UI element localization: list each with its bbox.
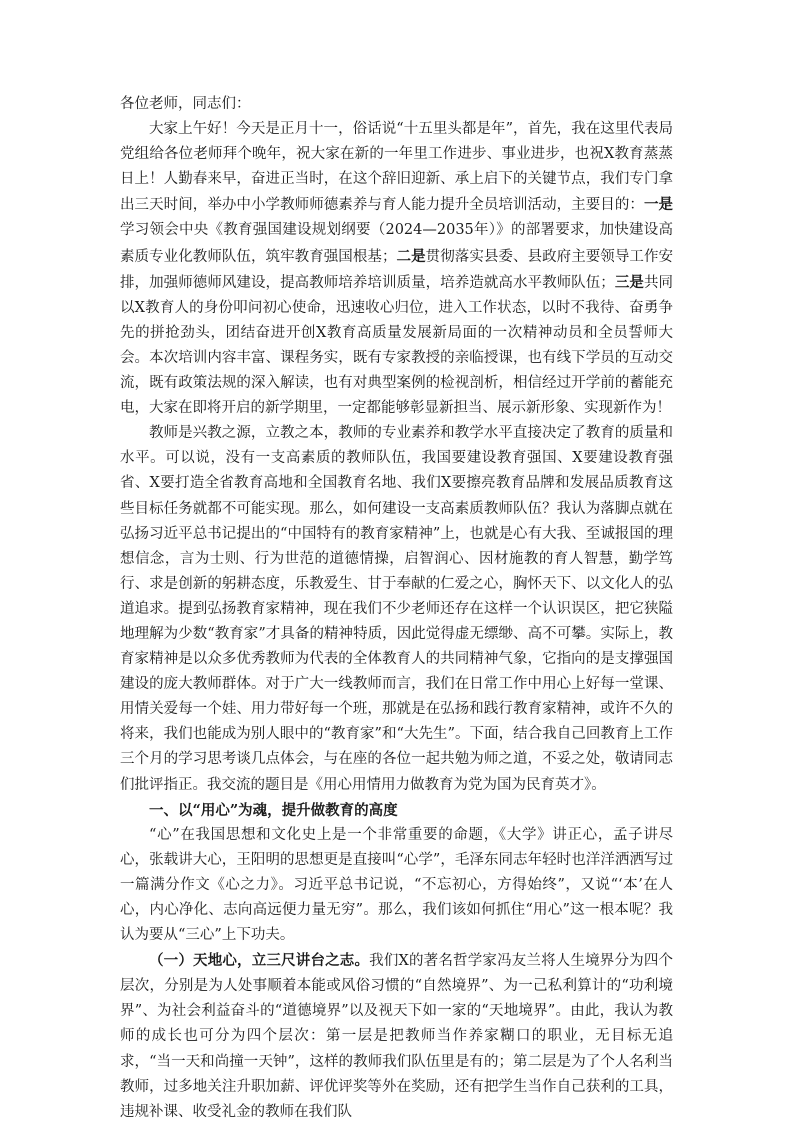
heart-paragraph: “心”在我国思想和文化史上是一个非常重要的命题，《大学》讲正心，孟子讲尽心，张载讲大心，王阳明的思想更是直接叫“心学”，毛泽东同志年轻时也洋洋洒洒写过一篇满分作文《心之力》。习近平总书记说，“不忘初心，方得始终”，又说“‘本’在人心，内心净化、志向高远便力量无穷”。那么，我们该如何抓住“用心”这一根本呢？我认为要从“三心”上下功夫。 — [120, 826, 673, 944]
section-heading-1: 一、以“用心”为魂，提升做教育的高度 — [149, 801, 398, 819]
intro-text-4: 共同以X教育人的身份叩问初心使命，迅速收心归位，进入工作状态，以时不我待、奋勇争先的拼抢劲头，团结奋进开创X教育高质量发展新局面的一次精神动员和全员誓师大会。本次培训内容丰富、课程务实，既有专家教授的亲临授课，也有线下学员的互动交流，既有政策法规的深入解读，也有对典型案例的检视剖析，相信经过开学前的蓄能充电，大家在即将开启的新学期里，一定都能够彰显新担当、展示新形象、实现新作为！ — [120, 274, 674, 417]
point-three-label: 三是 — [614, 273, 644, 291]
teacher-spirit-paragraph: 教师是兴教之源，立教之本，教师的专业素养和教学水平直接决定了教育的质量和水平。可以说，没有一支高素质的教师队伍，我国要建设教育强国、X要建设教育强省、X要打造全省教育高地和全国教育名地、我们X要擦亮教育品牌和发展品质教育这些目标任务就都不可能实现。那么，如何建设一支高素质教师队伍？我认为落脚点就在弘扬习近平总书记提出的“中国特有的教育家精神”上，也就是心有大我、至诚报国的理想信念，言为士则、行为世范的道德情操，启智润心、因材施教的育人智慧，勤学笃行、求是创新的躬耕态度，乐教爱生、甘于奉献的仁爱之心，胸怀天下、以文化人的弘道追求。提到弘扬教育家精神，现在我们不少老师还存在这样一个认识误区，把它狭隘地理解为少数“教育家”才具备的精神特质，因此觉得虚无缥缈、高不可攀。实际上，教育家精神是以众多优秀教师为代表的全体教育人的共同精神气象，它指向的是支撑强国建设的庞大教师群体。对于广大一线教师而言，我们在日常工作中用心上好每一堂课、用情关爱每一个娃、用力带好每一个班，那就是在弘扬和践行教育家精神，或许不久的将来，我们也能成为别人眼中的“教育家”和“大先生”。下面，结合我自己回教育上工作三个月的学习思考谈几点体会，与在座的各位一起共勉为师之道，不妥之处，敬请同志们批评指正。我交流的题目是《用心用情用力做教育为党为国为民育英才》。 — [120, 425, 673, 793]
point-one-label: 一是 — [643, 196, 674, 214]
subsection-paragraph-1 — [120, 948, 673, 1125]
subsection-heading-1: （一）天地心，立三尺讲台之志。 — [149, 952, 370, 970]
point-two-label: 二是 — [396, 247, 426, 265]
intro-text-1: 大家上午好！今天是正月十一，俗话说“十五里头都是年”，首先，我在这里代表局党组给各位老师拜个晚年，祝大家在新的一年里工作进步、事业进步，也祝X教育蒸蒸日上！人勤春来早，奋进正当时，在这个辞旧迎新、承上启下的关键节点，我们专门拿出三天时间，举办中小学教师师德素养与育人能力提升全员培训活动，主要目的： — [120, 121, 673, 214]
salutation: 各位老师，同志们： — [120, 96, 251, 112]
subsection-text-1: 我们X的著名哲学家冯友兰将人生境界分为四个层次，分别是为人处事顺着本能或风俗习惯的“自然境界”、为一己私利算计的“功利境界”、为社会利益奋斗的“道德境界”以及视天下如一家的“天地境界”。由此，我认为教师的成长也可分为四个层次：第一层是把教师当作养家糊口的职业，无目标无追求，“当一天和尚撞一天钟”，这样的教师我们队伍里是有的；第二层是为了个人名利当教师，过多地关注升职加薪、评优评奖等外在奖励，还有把学生当作自己获利的工具，违规补课、收受礼金的教师在我们队 — [120, 953, 674, 1120]
intro-paragraph — [120, 117, 673, 421]
intro-text-2: 学习领会中央《教育强国建设规划纲要（2024—2035年）》的部署要求，加快建设高素质专业化教师队伍，筑牢教育强国根基； — [120, 222, 673, 265]
document-page — [120, 92, 673, 1125]
intro-text-3: 贯彻落实县委、县政府主要领导工作安排，加强师德师风建设，提高教师培养培训质量，培养造就高水平教师队伍； — [120, 248, 674, 291]
